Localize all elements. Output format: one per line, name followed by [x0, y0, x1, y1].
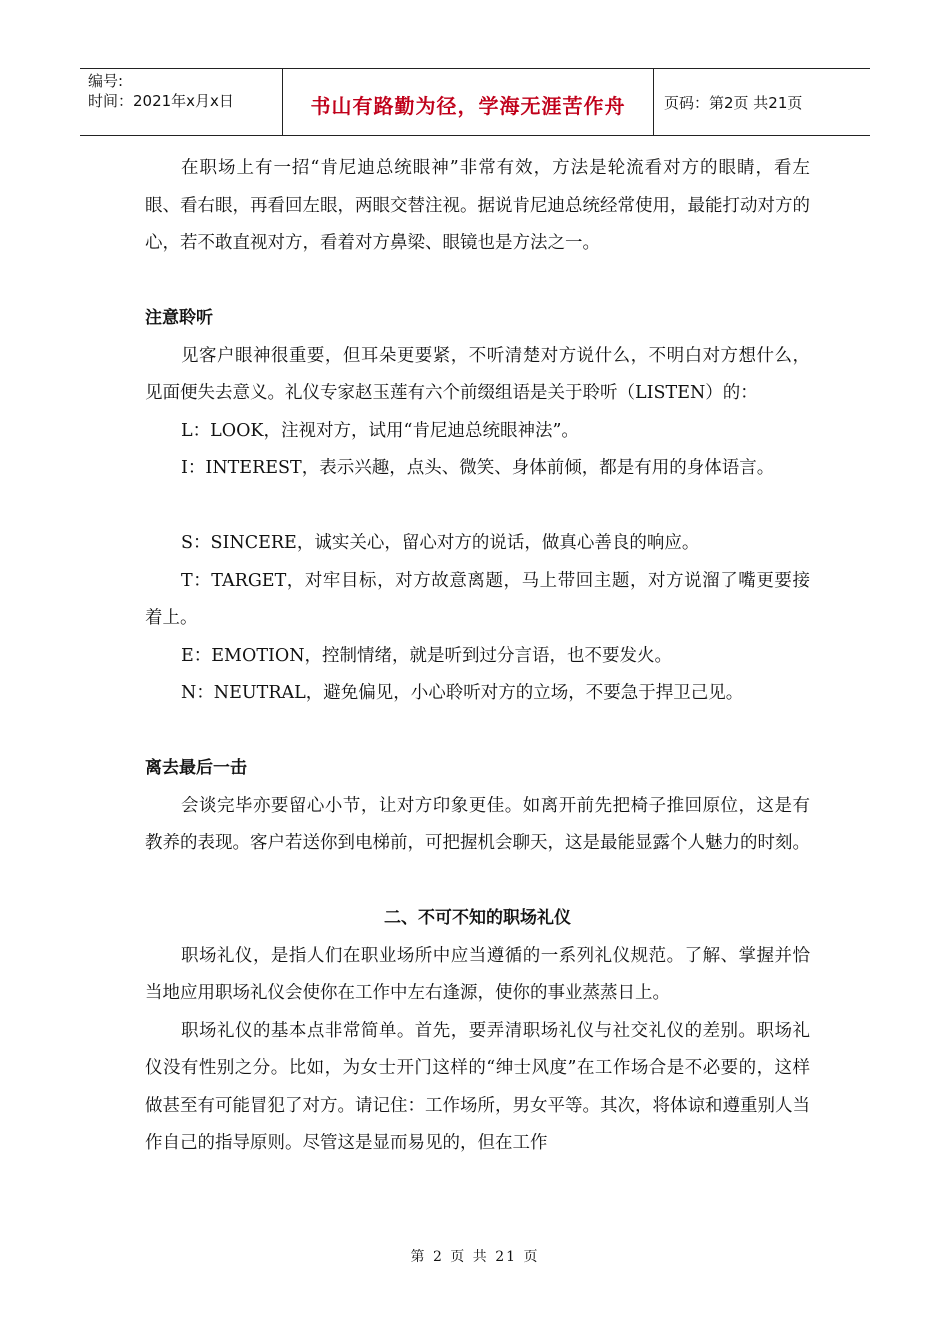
heading-leave: 离去最后一击 — [145, 758, 247, 778]
list-item-target: T：TARGET，对牢目标，对方故意离题，马上带回主题，对方说溜了嘴更要接着上。 — [145, 570, 810, 628]
header-motto: 书山有路勤为径，学海无涯苦作舟 — [282, 69, 654, 135]
list-item-neutral: N：NEUTRAL，避免偏见，小心聆听对方的立场，不要急于捍卫己见。 — [181, 683, 744, 703]
list-item-sincere: S：SINCERE，诚实关心，留心对方的说话，做真心善良的响应。 — [181, 533, 700, 553]
paragraph-kennedy-gaze: 在职场上有一招“肯尼迪总统眼神”非常有效，方法是轮流看对方的眼睛，看左眼、看右眼，再看回左眼，两眼交替注视。据说肯尼迪总统经常使用，最能打动对方的心，若不敢直视对方，看着对方鼻梁、眼镜也是方法之一。 — [145, 158, 810, 253]
spacer — [145, 488, 810, 526]
section-title: 二、不可不知的职场礼仪 — [384, 908, 571, 928]
spacer — [145, 713, 810, 751]
paragraph-listen-intro: 见客户眼神很重要，但耳朵更要紧，不听清楚对方说什么，不明白对方想什么，见面便失去意义。礼仪专家赵玉莲有六个前缀组语是关于聆听（LISTEN）的： — [145, 345, 810, 403]
list-item-look: L：LOOK，注视对方，试用“肯尼迪总统眼神法”。 — [181, 420, 579, 441]
header-page-indicator: 页码：第2页 共21页 — [664, 93, 803, 112]
header-meta — [80, 69, 282, 135]
page-header — [80, 68, 870, 136]
paragraph-leave: 会谈完毕亦要留心小节，让对方印象更佳。如离开前先把椅子推回原位，这是有教养的表现。客户若送你到电梯前，可把握机会聊天，这是最能显露个人魅力的时刻。 — [145, 795, 810, 853]
list-item-interest: I：INTEREST，表示兴趣，点头、微笑、身体前倾，都是有用的身体语言。 — [181, 458, 775, 478]
document-number-label: 编号: — [88, 72, 124, 90]
document-date-label: 时间：2021年x月x日 — [88, 92, 234, 110]
document-body — [145, 150, 810, 1163]
paragraph-workplace-etiquette: 职场礼仪，是指人们在职业场所中应当遵循的一系列礼仪规范。了解、掌握并恰当地应用职场礼仪会使你在工作中左右逢源，使你的事业蒸蒸日上。 — [145, 945, 810, 1003]
paragraph-etiquette-basics: 职场礼仪的基本点非常简单。首先，要弄清职场礼仪与社交礼仪的差别。职场礼仪没有性别之分。比如，为女士开门这样的“绅士风度”在工作场合是不必要的，这样做甚至有可能冒犯了对方。请记住：工作场所，男女平等。其次，将体谅和遵重别人当作自己的指导原则。尽管这是显而易见的，但在工作 — [145, 1020, 810, 1153]
page-footer: 第 2 页 共 21 页 — [410, 1249, 540, 1265]
list-item-emotion: E：EMOTION，控制情绪，就是听到过分言语，也不要发火。 — [181, 645, 673, 666]
heading-listen: 注意聆听 — [145, 308, 213, 328]
spacer — [145, 863, 810, 901]
spacer — [145, 263, 810, 301]
